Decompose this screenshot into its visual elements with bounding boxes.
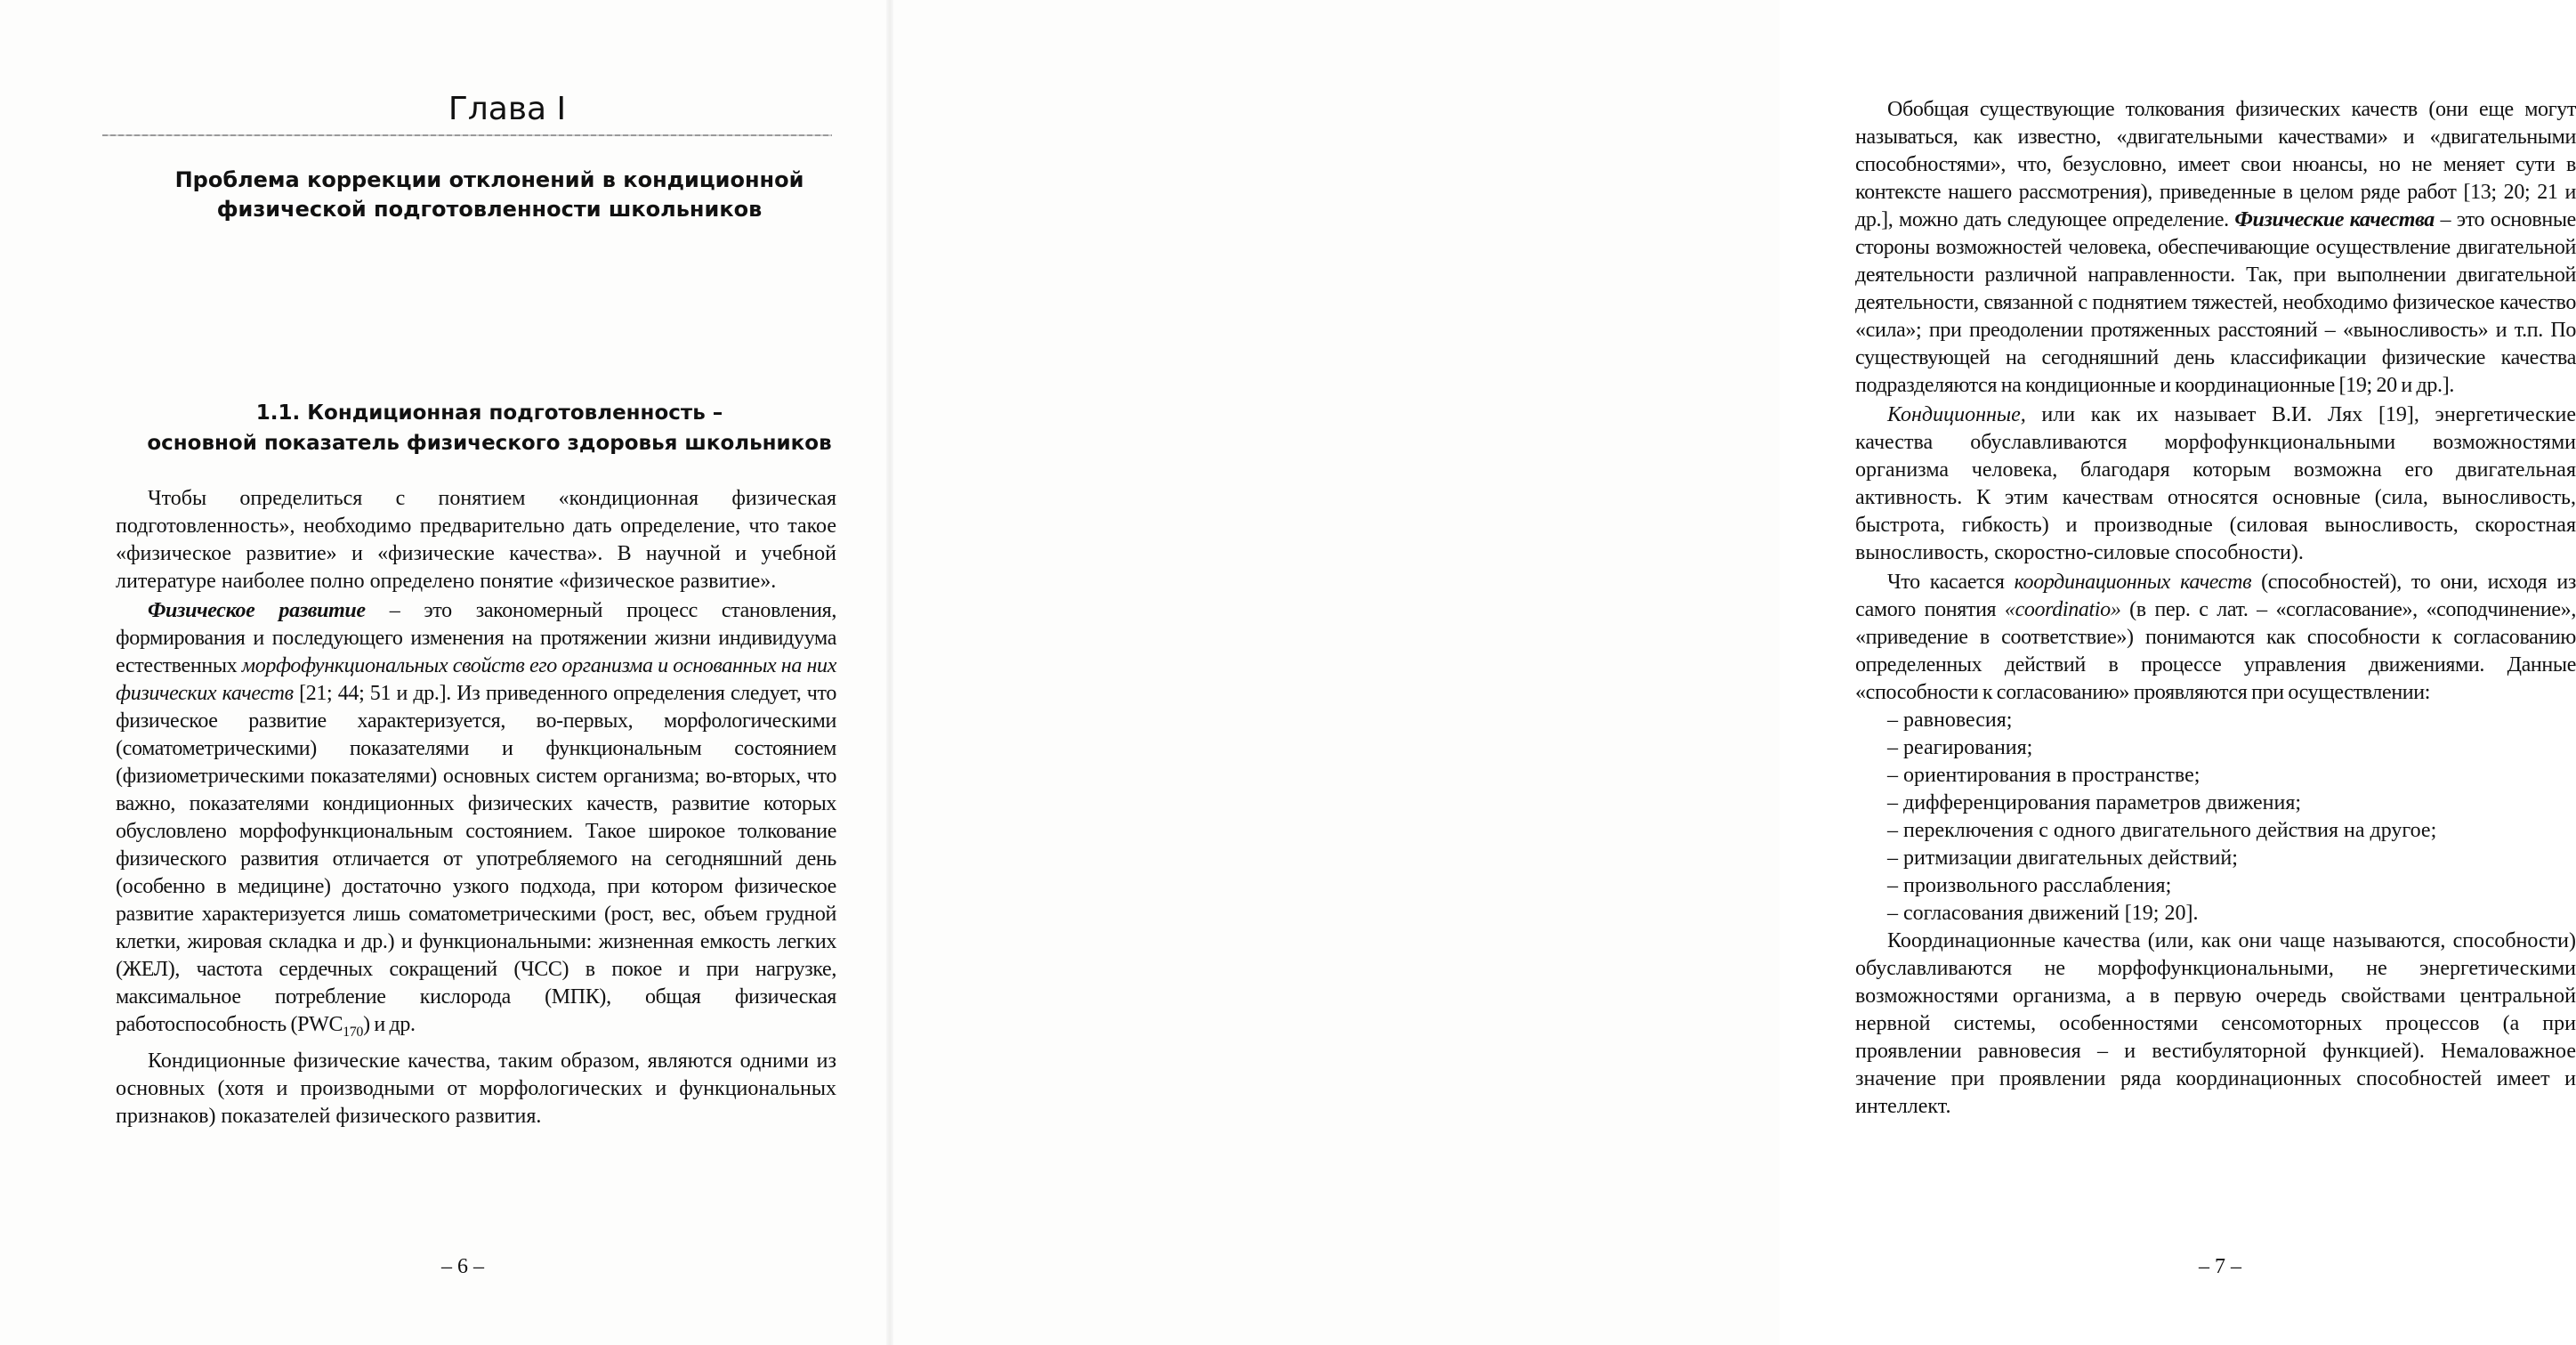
term-physical-qualities: Физические качества [2234, 208, 2435, 231]
chapter-subtitle-line-1: Проблема коррекции отклонений в кондиционной [174, 167, 804, 192]
page-number: – 6 – [441, 1255, 484, 1278]
list-item: – ритмизации двигательных действий; [1887, 847, 2238, 870]
italic-phrase: «coordinatio» [2004, 598, 2121, 621]
section-title-line-1: 1.1. Кондиционная подготовленность – [255, 401, 723, 425]
list-item: – переключения с одного двигательного действия на другое; [1887, 819, 2437, 842]
chapter-subtitle-line-2: физической подготовленности школьников [216, 197, 763, 222]
list-item: – равновесия; [1887, 709, 2013, 732]
paragraph: Чтобы определиться с понятием «кондиционная физическая подготовленность», необходимо предварительно дать определение, что такое «физическое развитие» и «физические качества». В научной и учебной литературе наиболее полно определено понятие «физическое развитие». [116, 487, 836, 593]
coordination-list [1855, 707, 2576, 928]
list-item: – согласования движений [19; 20]. [1887, 902, 2199, 925]
left-page [0, 0, 890, 1345]
paragraph: Физическое развитие – это закономерный процесс становления, формирования и последующего изменения на протяжении жизни индивидуума естественных морфофункциональных свойств его организма и основанных на них физических качеств [21; 44; 51 и др.]. Из приведенного определения следует, что физическое развитие характеризуется, во-первых, морфологическими (соматометрическими) показателями и функциональным состоянием (физиометрическими показателями) основных систем организма; во-вторых, что важно, показателями кондиционных физических качеств, развитие которых обусловлено морфофункциональным состоянием. Такое широкое толкование физического развития отличается от употребляемого на сегодняшний день (особенно в медицине) достаточно узкого подхода, при котором физическое развитие характеризуется лишь соматометрическими (рост, вес, объем грудной клетки, жировая складка и др.) и функциональными: жизненная емкость легких (ЖЕЛ), частота сердечных сокращений (ЧСС) в покое и при нагрузке, максимальное потребление кислорода (МПК), общая физическая работоспособность $(PWC_{170})$ и др. [116, 599, 837, 1040]
section-title-line-2: основной показатель физического здоровья школьников [147, 432, 832, 455]
term-physical-development: Физическое развитие [148, 599, 366, 622]
italic-phrase: Кондиционные, [1887, 403, 2026, 426]
chapter-divider [102, 134, 832, 136]
list-item: – произвольного расслабления; [1887, 874, 2172, 897]
paragraph: Координационные качества (или, как они чаще называются, способности) обуславливаются не морфофункциональными, не энергетическими возможностями организма, а в первую очередь свойствами центральной нервной системы, особенностями сенсомоторных процессов (а при проявлении равновесия – и вестибуляторной функцией). Немаловажное значение при проявлении ряда координационных способностей имеет и интеллект. [1855, 929, 2576, 1118]
italic-phrase: морфофункциональных свойств его организма и основанных на них физических качеств [116, 654, 836, 705]
section-title [142, 398, 836, 458]
left-body-text [116, 485, 836, 1130]
right-page [890, 0, 2576, 1345]
chapter-title: Глава I [448, 91, 567, 127]
paragraph: Кондиционные, или как их называет В.И. Лях [19], энергетические качества обуславливаются морфофункциональными возможностями организма человека, благодаря которым возможна его двигательная активность. К этим качествам относятся основные (сила, выносливость, быстрота, гибкость) и производные (силовая выносливость, скоростная выносливость, скоростно-силовые способности). [1855, 403, 2576, 564]
chapter-subtitle [142, 166, 836, 224]
list-item: – ориентирования в пространстве; [1887, 764, 2201, 787]
subscript: 170 [343, 1024, 364, 1040]
paragraph: Кондиционные физические качества, таким образом, являются одними из основных (хотя и производными от морфологических и функциональных признаков) показателей физического развития. [116, 1049, 836, 1128]
paragraph: Обобщая существующие толкования физических качеств (они еще могут называться, как известно, «двигательными качествами» и «двигательными способностями», что, безусловно, имеет свои нюансы, но не меняет сути в контексте нашего рассмотрения), приведенные в целом ряде работ [13; 20; 21 и др.], можно дать следующее определение. Физические качества – это основные стороны возможностей человека, обеспечивающие осуществление двигательной деятельности различной направленности. Так, при выполнении двигательной деятельности, связанной с поднятием тяжестей, необходимо физическое качество «сила»; при преодолении протяженных расстояний – «выносливость» и т.п. По существующей на сегодняшний день классификации физические качества подразделяются на кондиционные и координационные [19; 20 и др.]. [1855, 98, 2576, 397]
italic-phrase: координационных качеств [2014, 571, 2252, 594]
paragraph: Что касается координационных качеств (способностей), то они, исходя из самого понятия «coordinatio» (в пер. с лат. – «согласование», «соподчинение», «приведение в соответствие») понимаются как способности к согласованию определенных действий в процессе управления движениями. Данные «способности к согласованию» проявляются при осуществлении: [1855, 571, 2576, 704]
list-item: – дифференцирования параметров движения; [1887, 791, 2302, 814]
right-body-text [1855, 96, 2576, 1121]
list-item: – реагирования; [1887, 736, 2033, 759]
page-number: – 7 – [2199, 1255, 2241, 1278]
